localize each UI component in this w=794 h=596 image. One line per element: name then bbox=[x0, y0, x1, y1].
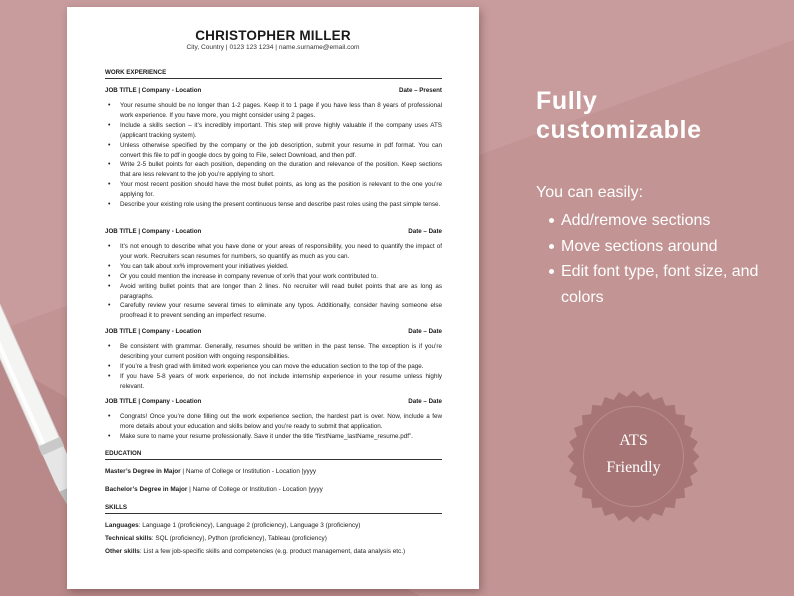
headline-line-1: Fully bbox=[536, 87, 598, 115]
skill-text: : List a few job-specific skills and competencies (e.g. product management, data analysis etc.) bbox=[139, 548, 406, 555]
bullet-item: • Include a skills section – it’s incredibly important. This step will prove highly valuable if the company uses ATS (applicant tracking system). bbox=[105, 121, 442, 141]
job-bullets bbox=[105, 412, 442, 442]
job-bullets bbox=[105, 101, 442, 210]
education-entry bbox=[105, 486, 442, 493]
job-header bbox=[105, 228, 442, 235]
job-title: JOB TITLE | Company - Location bbox=[105, 328, 202, 335]
work-experience-heading: WORK EXPERIENCE bbox=[105, 69, 442, 79]
resume-contact: City, Country | 0123 123 1234 | name.surname@email.com bbox=[186, 44, 360, 51]
skill-label: Technical skills bbox=[105, 535, 152, 542]
feature-item: Edit font type, font size, and colors bbox=[536, 259, 776, 310]
badge-line-2: Friendly bbox=[606, 459, 661, 476]
degree-detail: | Name of College or Institution - Location |yyyy bbox=[187, 486, 323, 493]
bullet-item: • You can talk about xx% improvement your initiatives yielded. bbox=[105, 262, 442, 272]
skills-entry bbox=[105, 522, 442, 529]
job-header bbox=[105, 398, 442, 405]
bullet-item: • If you’re a fresh grad with limited work experience you can move the education section to the top of the page. bbox=[105, 362, 442, 372]
headline-line-2: customizable bbox=[536, 116, 702, 144]
bullet-item: • It’s not enough to describe what you have done or your areas of responsibility, you need to quantify the impact of your work. Recruiters scan resumes for numbers, so quantify as much as you can. bbox=[105, 242, 442, 262]
badge-line-1: ATS bbox=[619, 432, 648, 449]
bullet-item: • Avoid writing bullet points that are longer than 2 lines. No recruiter will read bullet points that are as long as paragraphs. bbox=[105, 282, 442, 302]
bullet-item: • Or you could mention the increase in company revenue of xx% that your work contributed to. bbox=[105, 272, 442, 282]
bullet-item: • Write 2-5 bullet points for each position, depending on the duration and relevance of the position. Keep sections that are less relevant to the job you’re applying to short. bbox=[105, 160, 442, 180]
job-header bbox=[105, 87, 442, 94]
bullet-item: • Make sure to name your resume professionally. Save it under the title “firstName_lastName_resume.pdf”. bbox=[105, 432, 442, 442]
bullet-item: • Your most recent position should have the most bullet points, as long as the position is relevant to the one you’re applying for. bbox=[105, 180, 442, 200]
skills-heading: SKILLS bbox=[105, 504, 442, 514]
job-date: Date – Date bbox=[408, 398, 442, 405]
resume-page bbox=[67, 7, 479, 589]
job-title: JOB TITLE | Company - Location bbox=[105, 87, 202, 94]
job-header bbox=[105, 328, 442, 335]
job-date: Date – Date bbox=[408, 228, 442, 235]
feature-item: Add/remove sections bbox=[536, 208, 776, 234]
bullet-item: • Be consistent with grammar. Generally, resumes should be written in the past tense. The exception is if you’re describing your current position with ongoing responsibilities. bbox=[105, 342, 442, 362]
job-bullets bbox=[105, 242, 442, 321]
skill-text: : Language 1 (proficiency), Language 2 (proficiency), Language 3 (proficiency) bbox=[138, 522, 361, 529]
skill-label: Other skills bbox=[105, 548, 140, 555]
job-bullets bbox=[105, 342, 442, 392]
bullet-item: • Your resume should be no longer than 1-2 pages. Keep it to 1 page if you have less than 8 years of professional work experience. If you have more, you might consider using 2 pages. bbox=[105, 101, 442, 121]
degree-detail: | Name of College or Institution - Location |yyyy bbox=[180, 468, 317, 475]
job-date: Date – Date bbox=[408, 328, 442, 335]
job-title: JOB TITLE | Company - Location bbox=[105, 398, 202, 405]
bullet-item: • Carefully review your resume several times to eliminate any typos. Additionally, consider having someone else proofread it to prevent sending an imperfect resume. bbox=[105, 301, 442, 321]
bullet-item: • Congrats! Once you’re done filling out the work experience section, the hardest part is over. Now, include a few more details about your education and skills below and you’re ready to submit that application. bbox=[105, 412, 442, 432]
feature-list bbox=[536, 208, 776, 310]
bullet-item: • Describe your existing role using the present continuous tense and describe past roles using the past simple tense. bbox=[105, 200, 442, 210]
job-date: Date – Present bbox=[399, 87, 442, 94]
job-title: JOB TITLE | Company - Location bbox=[105, 228, 202, 235]
bullet-item: • Unless otherwise specified by the company or the job description, submit your resume in pdf format. You can convert this file to pdf in google docs by going to File, select Download, and then pdf. bbox=[105, 141, 442, 161]
ats-badge-seal bbox=[566, 389, 701, 524]
bullet-item: • If you have 5-8 years of work experience, do not include internship experience in your resume unless highly relevant. bbox=[105, 372, 442, 392]
skills-entry bbox=[105, 535, 442, 542]
skill-text: : SQL (proficiency), Python (proficiency), Tableau (proficiency) bbox=[151, 535, 327, 542]
skill-label: Languages bbox=[105, 522, 139, 529]
education-entry bbox=[105, 468, 442, 475]
feature-item: Move sections around bbox=[536, 234, 776, 260]
promo-headline bbox=[536, 87, 776, 145]
promo-intro: You can easily: bbox=[536, 184, 644, 201]
education-heading: EDUCATION bbox=[105, 450, 442, 460]
degree: Bachelor’s Degree in Major bbox=[105, 486, 188, 493]
resume-name: CHRISTOPHER MILLER bbox=[195, 28, 351, 43]
degree: Master’s Degree in Major bbox=[105, 468, 181, 475]
skills-entry bbox=[105, 548, 442, 555]
